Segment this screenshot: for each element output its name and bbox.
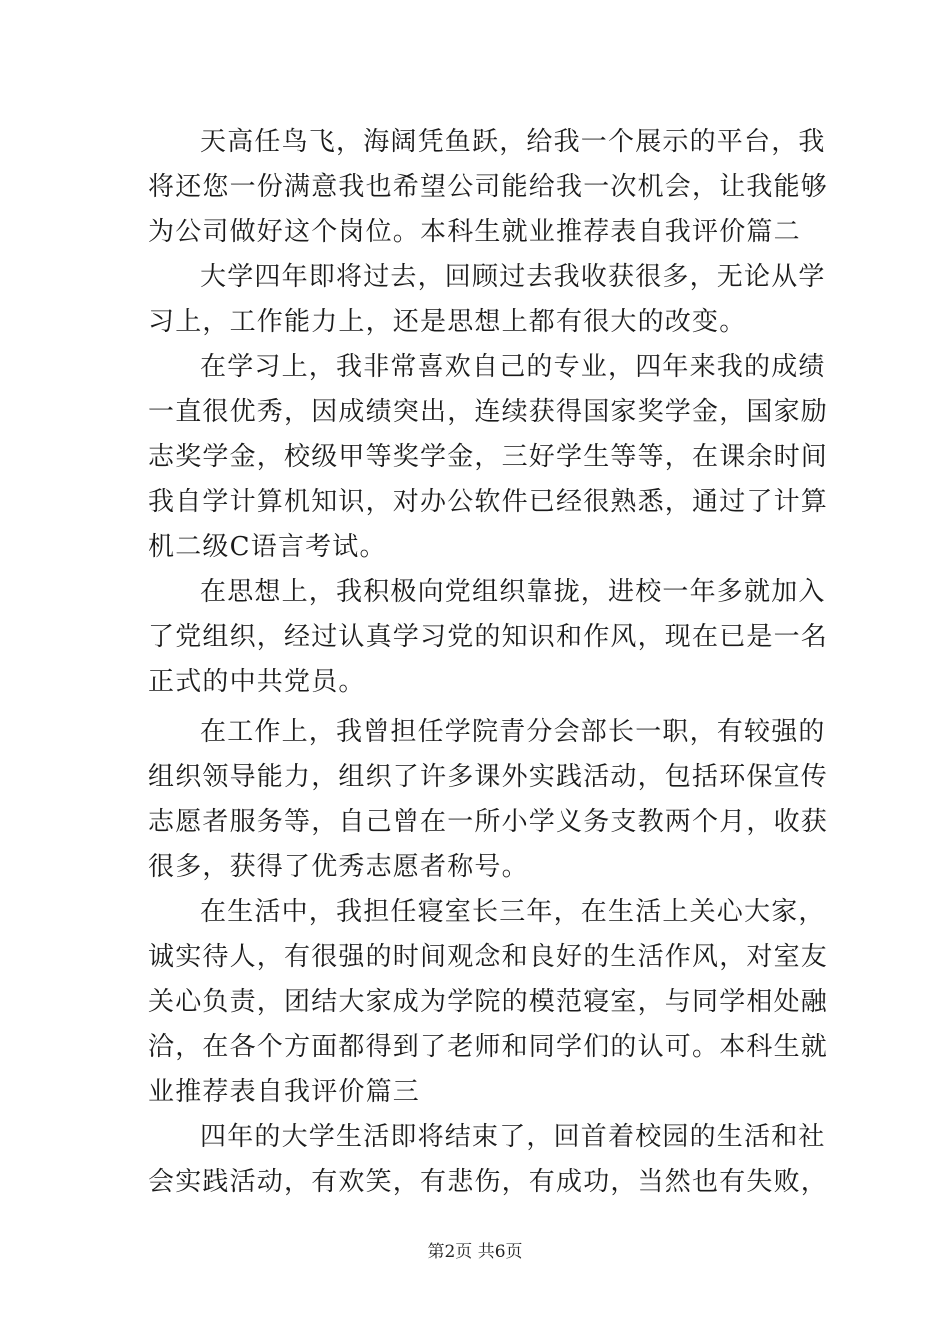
text-line: 天高任鸟飞，海阔凭鱼跃，给我一个展示的平台，我 xyxy=(200,127,826,157)
page-number-footer: 第2页 共6页 xyxy=(427,1242,523,1262)
text-line: 志愿者服务等，自己曾在一所小学义务支教两个月，收获 xyxy=(148,807,829,837)
text-line: 关心负责，团结大家成为学院的模范寝室，与同学相处融 xyxy=(148,987,829,1017)
text-line: 在生活中，我担任寝室长三年，在生活上关心大家， xyxy=(200,897,826,927)
text-line: 在思想上，我积极向党组织靠拢，进校一年多就加入 xyxy=(200,577,826,607)
text-line: 诚实待人，有很强的时间观念和良好的生活作风，对室友 xyxy=(148,942,829,972)
text-line: 机二级C语言考试。 xyxy=(148,532,387,562)
text-line: 组织领导能力，组织了许多课外实践活动，包括环保宣传 xyxy=(148,762,829,792)
text-line: 习上，工作能力上，还是思想上都有很大的改变。 xyxy=(148,307,747,337)
text-line: 正式的中共党员。 xyxy=(148,667,366,697)
text-line: 志奖学金，校级甲等奖学金，三好学生等等，在课余时间 xyxy=(148,442,829,472)
text-line: 我自学计算机知识，对办公软件已经很熟悉，通过了计算 xyxy=(148,487,829,517)
text-line: 将还您一份满意我也希望公司能给我一次机会，让我能够 xyxy=(148,172,829,202)
text-line: 四年的大学生活即将结束了，回首着校园的生活和社 xyxy=(200,1122,826,1152)
text-line: 很多，获得了优秀志愿者称号。 xyxy=(148,852,529,882)
text-line: 业推荐表自我评价篇三 xyxy=(148,1077,421,1107)
text-line: 洽，在各个方面都得到了老师和同学们的认可。本科生就 xyxy=(148,1032,829,1062)
text-line: 在学习上，我非常喜欢自己的专业，四年来我的成绩 xyxy=(200,352,826,382)
text-line: 一直很优秀，因成绩突出，连续获得国家奖学金，国家励 xyxy=(148,397,829,427)
text-line: 为公司做好这个岗位。本科生就业推荐表自我评价篇二 xyxy=(148,217,801,247)
text-line: 大学四年即将过去，回顾过去我收获很多，无论从学 xyxy=(200,262,826,292)
text-line: 了党组织，经过认真学习党的知识和作风，现在已是一名 xyxy=(148,622,829,652)
text-line: 在工作上，我曾担任学院青分会部长一职，有较强的 xyxy=(200,717,826,747)
text-line: 会实践活动，有欢笑，有悲伤，有成功，当然也有失败， xyxy=(148,1167,829,1197)
